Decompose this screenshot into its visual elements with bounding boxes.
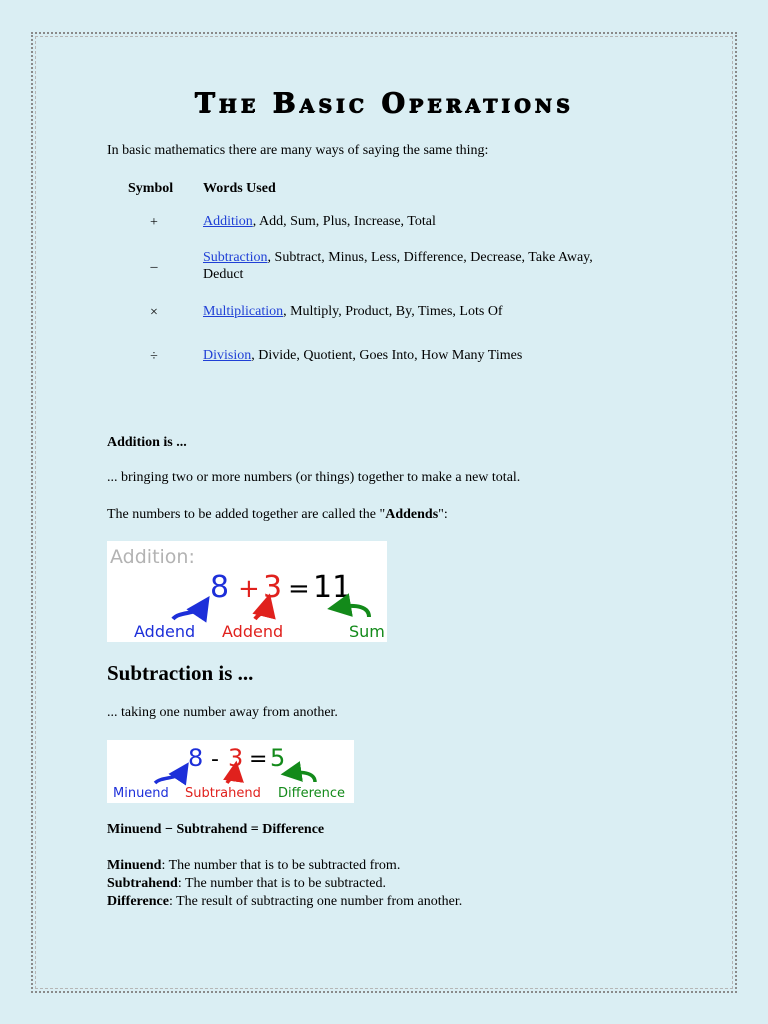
plus-sign: + — [238, 574, 260, 604]
addend-1-arrow — [173, 606, 203, 619]
division-link[interactable]: Division — [203, 348, 252, 363]
definition-difference: Difference: The result of subtracting one number from another. — [107, 894, 463, 909]
intro-text: In basic mathematics there are many ways of saying the same thing: — [107, 143, 489, 158]
words-row-division — [203, 347, 643, 364]
multiplication-words: , Multiply, Product, By, Times, Lots Of — [283, 304, 503, 319]
subtrahend-number: 3 — [228, 744, 244, 772]
page-title: The Basic Operations — [194, 88, 574, 119]
subtrahend-caption: Subtrahend — [185, 786, 261, 801]
sum-caption: Sum — [349, 622, 385, 641]
addition-figure-label: Addition: — [110, 546, 195, 568]
minuend-number: 8 — [188, 744, 204, 772]
definition-subtrahend-term: Subtrahend — [107, 876, 178, 891]
subtraction-link[interactable]: Subtraction — [203, 250, 268, 265]
addition-words: , Add, Sum, Plus, Increase, Total — [252, 214, 436, 229]
words-column-header: Words Used — [203, 181, 276, 196]
sum-number: 11 — [313, 570, 352, 605]
definition-minuend-term: Minuend — [107, 858, 162, 873]
difference-caption: Difference — [278, 786, 346, 801]
symbol-divide: ÷ — [150, 349, 158, 364]
addend-2-number: 3 — [263, 570, 283, 605]
symbol-times: × — [150, 305, 158, 320]
subtraction-heading: Subtraction is ... — [107, 661, 254, 685]
addition-heading: Addition is ... — [107, 435, 187, 450]
words-row-multiplication — [203, 303, 643, 320]
subtraction-figure — [107, 740, 354, 803]
difference-arrow — [291, 772, 315, 782]
addends-term: Addends — [385, 507, 439, 522]
minus-sign: - — [211, 747, 219, 772]
words-row-addition — [203, 213, 643, 230]
addends-sentence: The numbers to be added together are called the "Addends": — [107, 507, 448, 522]
words-row-subtraction — [203, 249, 633, 283]
subtraction-formula: Minuend − Subtrahend = Difference — [107, 822, 325, 837]
addend-1-number: 8 — [210, 570, 230, 605]
subtraction-description: ... taking one number away from another. — [107, 705, 338, 720]
subtraction-words: , Subtract, Minus, Less, Difference, Decrease, Take Away, Deduct — [203, 250, 593, 282]
minuend-arrow — [155, 771, 183, 783]
equals-sign-2: = — [249, 747, 268, 772]
symbol-plus: + — [150, 215, 158, 230]
addition-link[interactable]: Addition — [203, 214, 253, 229]
division-words: , Divide, Quotient, Goes Into, How Many Times — [251, 348, 523, 363]
definition-difference-term: Difference — [107, 894, 169, 909]
difference-number: 5 — [270, 744, 286, 772]
definition-subtrahend: Subtrahend: The number that is to be subtracted. — [107, 876, 386, 891]
addition-figure — [107, 541, 387, 642]
definition-minuend: Minuend: The number that is to be subtracted from. — [107, 858, 401, 873]
symbol-column-header: Symbol — [128, 181, 174, 196]
multiplication-link[interactable]: Multiplication — [203, 304, 284, 319]
addend-2-caption: Addend — [222, 622, 284, 641]
minuend-caption: Minuend — [113, 786, 169, 801]
equals-sign: = — [288, 574, 310, 604]
sum-arrow — [339, 606, 369, 617]
addend-1-caption: Addend — [134, 622, 196, 641]
addend-2-arrow — [255, 605, 267, 619]
subtrahend-arrow — [227, 771, 235, 783]
symbol-minus: _ — [150, 255, 158, 270]
addition-description: ... bringing two or more numbers (or things) together to make a new total. — [107, 470, 521, 485]
